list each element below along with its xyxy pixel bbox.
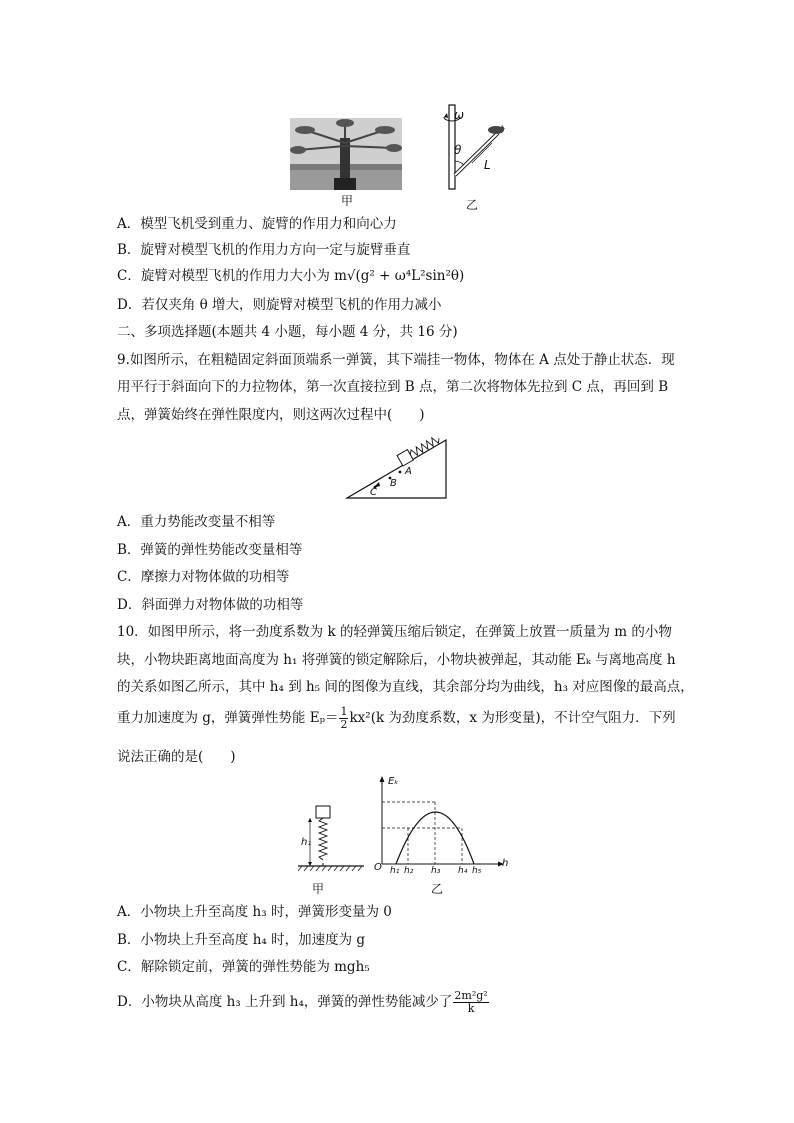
fig-carousel-photo [290, 118, 402, 190]
q10-stem-line4 [117, 706, 676, 731]
q9-stem-line3: 点，弹簧始终在弹性限度内，则这两次过程中( ) [117, 407, 425, 423]
q10-stem-line3: 的关系如图乙所示，其中 h₄ 到 h₅ 间的图像为直线，其余部分均为曲线，h₃ 对应图像的最高点， [117, 679, 694, 695]
q9-stem-line2: 用平行于斜面向下的力拉物体，第一次直接拉到 B 点，第二次将物体先拉到 C 点，再回到 B [117, 379, 669, 395]
option-d-fraction [453, 990, 488, 1015]
q10-option-c: C．解除锁定前，弹簧的弹性势能为 mgh₅ [117, 959, 370, 975]
q8-option-a: A．模型飞机受到重力、旋臂的作用力和向心力 [117, 216, 397, 232]
q9-option-b: B．弹簧的弹性势能改变量相等 [117, 542, 303, 558]
fig-arm-diagram [430, 103, 520, 193]
q9-option-c: C．摩擦力对物体做的功相等 [117, 569, 290, 585]
option-d-fraction-num: 2m²g² [454, 989, 488, 1002]
tick-h4: h₄ [458, 866, 468, 876]
q8-option-c: C．旋臂对模型飞机的作用力大小为 m√(g² + ω⁴L²sin²θ) [117, 268, 465, 284]
q10-option-a: A．小物块上升至高度 h₃ 时，弹簧形变量为 0 [117, 904, 392, 920]
photo-caption: 甲 [341, 194, 354, 208]
section-title: 二、多项选择题(本题共 4 小题，每小题 4 分，共 16 分) [117, 324, 458, 340]
omega-label: ω [454, 108, 465, 122]
q10-stem-line4-post: kx²(k 为劲度系数，x 为形变量)，不计空气阻力．下列 [349, 710, 676, 726]
q10-option-d [117, 990, 490, 1015]
tick-h3: h₃ [431, 866, 441, 876]
half-fraction-num: 1 [340, 705, 348, 718]
point-b-label: B [390, 478, 397, 489]
q9-option-a: A．重力势能改变量不相等 [117, 514, 276, 530]
q10-option-b: B．小物块上升至高度 h₄ 时，加速度为 g [117, 932, 366, 948]
q8-option-b: B．旋臂对模型飞机的作用力方向一定与旋臂垂直 [117, 242, 411, 258]
tick-h1: h₁ [390, 866, 400, 876]
q9-option-d: D．斜面弹力对物体做的功相等 [117, 597, 304, 613]
q10-stem-line4-pre: 重力加速度为 g，弹簧弹性势能 Eₚ＝ [117, 710, 339, 726]
h-axis-label: h [502, 858, 509, 869]
fig-incline [345, 436, 450, 502]
tick-h2: h₂ [404, 866, 414, 876]
q8-option-d: D．若仅夹角 θ 增大，则旋臂对模型飞机的作用力减小 [117, 297, 442, 313]
point-a-label: A [405, 466, 412, 477]
length-label: L [484, 158, 491, 172]
ek-axis-label: Eₖ [388, 776, 399, 787]
origin-label: O [374, 862, 382, 873]
q10-stem-line1: 10．如图甲所示，将一劲度系数为 k 的轻弹簧压缩后锁定，在弹簧上放置一质量为 m 的小物 [117, 624, 672, 640]
tick-h5: h₅ [472, 866, 482, 876]
q10-stem-line2: 块，小物块距离地面高度为 h₁ 将弹簧的锁定解除后，小物块被弹起，其动能 Eₖ 与离地高度 h [117, 652, 676, 668]
graph-caption: 乙 [431, 882, 444, 896]
q9-stem-line1: 9.如图所示，在粗糙固定斜面顶端系一弹簧，其下端挂一物体，物体在 A 点处于静止状态．现 [117, 352, 675, 368]
q10-stem-line5: 说法正确的是( ) [117, 749, 236, 765]
h1-left-label: h₁ [301, 837, 312, 848]
theta-label: θ [454, 143, 462, 157]
half-fraction [339, 706, 348, 731]
option-d-fraction-den: k [467, 1002, 475, 1015]
point-c-label: C [370, 487, 377, 498]
half-fraction-den: 2 [340, 718, 348, 731]
diagram-caption: 乙 [466, 198, 479, 212]
spring-caption: 甲 [312, 882, 325, 896]
q10-option-d-text: D．小物块从高度 h₃ 上升到 h₄，弹簧的弹性势能减少了 [117, 994, 453, 1010]
